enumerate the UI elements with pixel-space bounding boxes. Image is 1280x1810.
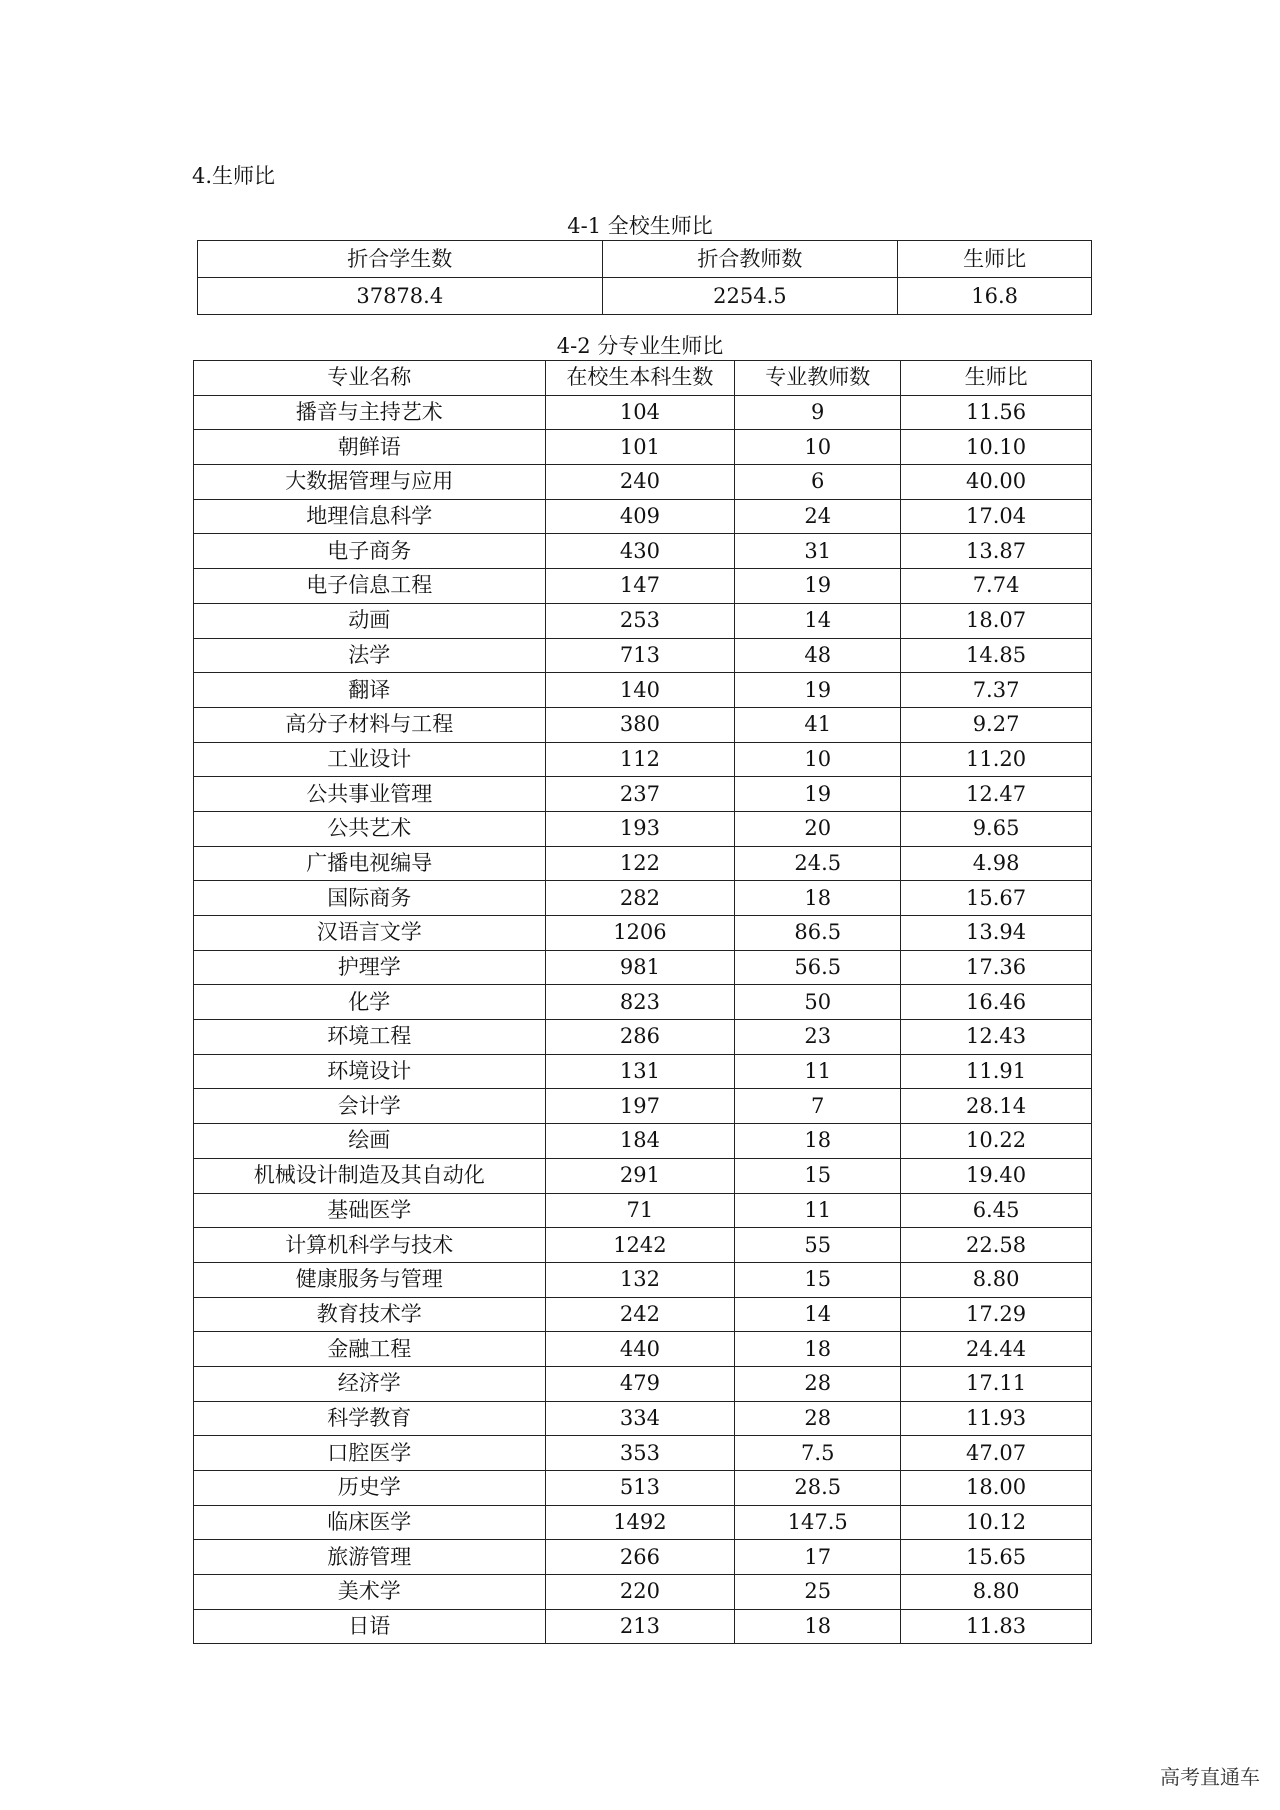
ratio-cell: 17.11 <box>901 1366 1092 1401</box>
ratio-cell: 10.12 <box>901 1505 1092 1540</box>
major-name-cell: 金融工程 <box>194 1332 546 1367</box>
major-name-cell: 环境工程 <box>194 1020 546 1055</box>
teacher-count-cell: 6 <box>735 465 901 500</box>
ratio-cell: 17.04 <box>901 499 1092 534</box>
header-teacher-count: 折合教师数 <box>602 241 898 278</box>
enrolled-count-cell: 291 <box>545 1158 735 1193</box>
enrolled-count-cell: 334 <box>545 1401 735 1436</box>
enrolled-count-cell: 282 <box>545 881 735 916</box>
teacher-count-cell: 24.5 <box>735 846 901 881</box>
enrolled-count-cell: 513 <box>545 1471 735 1506</box>
enrolled-count-cell: 193 <box>545 811 735 846</box>
teacher-count-cell: 28 <box>735 1366 901 1401</box>
enrolled-count-cell: 430 <box>545 534 735 569</box>
table-row <box>194 499 1092 534</box>
enrolled-count-cell: 253 <box>545 603 735 638</box>
table2-body <box>194 395 1092 1644</box>
major-name-cell: 环境设计 <box>194 1054 546 1089</box>
table-row <box>194 395 1092 430</box>
major-name-cell: 地理信息科学 <box>194 499 546 534</box>
teacher-count-cell: 86.5 <box>735 916 901 951</box>
enrolled-count-cell: 1206 <box>545 916 735 951</box>
major-name-cell: 大数据管理与应用 <box>194 465 546 500</box>
header-major-name: 专业名称 <box>194 361 546 396</box>
major-ratio-table <box>193 360 1092 1644</box>
major-name-cell: 基础医学 <box>194 1193 546 1228</box>
table-row <box>194 777 1092 812</box>
ratio-cell: 15.67 <box>901 881 1092 916</box>
table-row <box>194 1124 1092 1159</box>
teacher-count-cell: 24 <box>735 499 901 534</box>
ratio-cell: 17.36 <box>901 950 1092 985</box>
teacher-count-cell: 48 <box>735 638 901 673</box>
table-row <box>194 742 1092 777</box>
ratio-cell: 24.44 <box>901 1332 1092 1367</box>
major-name-cell: 播音与主持艺术 <box>194 395 546 430</box>
enrolled-count-cell: 981 <box>545 950 735 985</box>
teacher-count-cell: 7 <box>735 1089 901 1124</box>
enrolled-count-cell: 242 <box>545 1297 735 1332</box>
major-name-cell: 公共艺术 <box>194 811 546 846</box>
enrolled-count-cell: 713 <box>545 638 735 673</box>
table-row <box>194 1401 1092 1436</box>
teacher-count-cell: 17 <box>735 1540 901 1575</box>
ratio-cell: 13.94 <box>901 916 1092 951</box>
enrolled-count-cell: 1492 <box>545 1505 735 1540</box>
teacher-count-cell: 15 <box>735 1262 901 1297</box>
ratio-cell: 9.65 <box>901 811 1092 846</box>
teacher-count-cell: 50 <box>735 985 901 1020</box>
teacher-count-cell: 10 <box>735 742 901 777</box>
enrolled-count-cell: 140 <box>545 673 735 708</box>
enrolled-count-cell: 184 <box>545 1124 735 1159</box>
header-enrolled-undergrads: 在校生本科生数 <box>545 361 735 396</box>
header-student-count: 折合学生数 <box>198 241 603 278</box>
teacher-count-cell: 20 <box>735 811 901 846</box>
major-name-cell: 朝鲜语 <box>194 430 546 465</box>
enrolled-count-cell: 71 <box>545 1193 735 1228</box>
table-row <box>194 950 1092 985</box>
teacher-count-cell: 18 <box>735 1332 901 1367</box>
table1-header-row <box>198 241 1092 278</box>
table-row <box>194 1436 1092 1471</box>
ratio-cell: 7.74 <box>901 569 1092 604</box>
major-name-cell: 旅游管理 <box>194 1540 546 1575</box>
table-row <box>194 534 1092 569</box>
ratio-cell: 40.00 <box>901 465 1092 500</box>
teacher-count-cell: 15 <box>735 1158 901 1193</box>
table-row <box>194 707 1092 742</box>
enrolled-count-cell: 266 <box>545 1540 735 1575</box>
ratio-cell: 17.29 <box>901 1297 1092 1332</box>
enrolled-count-cell: 1242 <box>545 1228 735 1263</box>
table-row <box>194 916 1092 951</box>
major-name-cell: 计算机科学与技术 <box>194 1228 546 1263</box>
ratio-cell: 11.93 <box>901 1401 1092 1436</box>
major-name-cell: 机械设计制造及其自动化 <box>194 1158 546 1193</box>
ratio-cell: 10.10 <box>901 430 1092 465</box>
teacher-count-cell: 7.5 <box>735 1436 901 1471</box>
ratio-cell: 11.91 <box>901 1054 1092 1089</box>
enrolled-count-cell: 440 <box>545 1332 735 1367</box>
teacher-count-cell: 18 <box>735 881 901 916</box>
major-name-cell: 公共事业管理 <box>194 777 546 812</box>
table-row <box>194 673 1092 708</box>
table-row <box>194 430 1092 465</box>
enrolled-count-cell: 823 <box>545 985 735 1020</box>
ratio-cell: 16.46 <box>901 985 1092 1020</box>
student-count-value: 37878.4 <box>198 278 603 315</box>
enrolled-count-cell: 101 <box>545 430 735 465</box>
enrolled-count-cell: 112 <box>545 742 735 777</box>
watermark-text: 高考直通车 <box>1160 1765 1260 1789</box>
table-row <box>194 811 1092 846</box>
major-name-cell: 科学教育 <box>194 1401 546 1436</box>
enrolled-count-cell: 220 <box>545 1575 735 1610</box>
table-row <box>194 1332 1092 1367</box>
teacher-count-cell: 19 <box>735 673 901 708</box>
teacher-count-cell: 28 <box>735 1401 901 1436</box>
major-name-cell: 美术学 <box>194 1575 546 1610</box>
table-row <box>194 1540 1092 1575</box>
ratio-cell: 7.37 <box>901 673 1092 708</box>
ratio-cell: 13.87 <box>901 534 1092 569</box>
ratio-cell: 18.07 <box>901 603 1092 638</box>
table-row <box>194 1158 1092 1193</box>
ratio-cell: 19.40 <box>901 1158 1092 1193</box>
teacher-count-cell: 11 <box>735 1054 901 1089</box>
ratio-cell: 11.56 <box>901 395 1092 430</box>
major-name-cell: 高分子材料与工程 <box>194 707 546 742</box>
table-row <box>194 638 1092 673</box>
ratio-cell: 4.98 <box>901 846 1092 881</box>
table-row <box>194 1262 1092 1297</box>
table2-caption: 4-2 分专业生师比 <box>556 334 724 358</box>
enrolled-count-cell: 409 <box>545 499 735 534</box>
section-title: 4.生师比 <box>192 164 276 188</box>
major-name-cell: 历史学 <box>194 1471 546 1506</box>
school-ratio-table <box>197 240 1092 315</box>
major-name-cell: 翻译 <box>194 673 546 708</box>
ratio-cell: 8.80 <box>901 1575 1092 1610</box>
table-row <box>194 881 1092 916</box>
ratio-cell: 6.45 <box>901 1193 1092 1228</box>
table2-header-row <box>194 361 1092 396</box>
table-row <box>194 465 1092 500</box>
major-name-cell: 日语 <box>194 1609 546 1644</box>
teacher-count-cell: 9 <box>735 395 901 430</box>
major-name-cell: 健康服务与管理 <box>194 1262 546 1297</box>
enrolled-count-cell: 213 <box>545 1609 735 1644</box>
teacher-count-cell: 55 <box>735 1228 901 1263</box>
major-name-cell: 会计学 <box>194 1089 546 1124</box>
ratio-cell: 12.43 <box>901 1020 1092 1055</box>
enrolled-count-cell: 132 <box>545 1262 735 1297</box>
teacher-count-cell: 19 <box>735 777 901 812</box>
major-name-cell: 法学 <box>194 638 546 673</box>
table-row <box>194 985 1092 1020</box>
table-row <box>194 1020 1092 1055</box>
major-name-cell: 电子商务 <box>194 534 546 569</box>
table-row <box>194 1505 1092 1540</box>
enrolled-count-cell: 240 <box>545 465 735 500</box>
ratio-cell: 18.00 <box>901 1471 1092 1506</box>
major-name-cell: 电子信息工程 <box>194 569 546 604</box>
table-row <box>194 569 1092 604</box>
enrolled-count-cell: 237 <box>545 777 735 812</box>
teacher-count-cell: 14 <box>735 1297 901 1332</box>
major-name-cell: 汉语言文学 <box>194 916 546 951</box>
teacher-count-cell: 23 <box>735 1020 901 1055</box>
teacher-count-cell: 147.5 <box>735 1505 901 1540</box>
table-row <box>194 1297 1092 1332</box>
enrolled-count-cell: 131 <box>545 1054 735 1089</box>
teacher-count-cell: 28.5 <box>735 1471 901 1506</box>
teacher-count-cell: 18 <box>735 1609 901 1644</box>
enrolled-count-cell: 104 <box>545 395 735 430</box>
major-name-cell: 绘画 <box>194 1124 546 1159</box>
teacher-count-cell: 19 <box>735 569 901 604</box>
major-name-cell: 动画 <box>194 603 546 638</box>
ratio-value: 16.8 <box>898 278 1092 315</box>
table-row <box>194 603 1092 638</box>
header-major-ratio: 生师比 <box>901 361 1092 396</box>
table-row <box>194 846 1092 881</box>
enrolled-count-cell: 380 <box>545 707 735 742</box>
ratio-cell: 22.58 <box>901 1228 1092 1263</box>
ratio-cell: 11.20 <box>901 742 1092 777</box>
major-name-cell: 广播电视编导 <box>194 846 546 881</box>
major-name-cell: 教育技术学 <box>194 1297 546 1332</box>
ratio-cell: 11.83 <box>901 1609 1092 1644</box>
ratio-cell: 47.07 <box>901 1436 1092 1471</box>
teacher-count-cell: 18 <box>735 1124 901 1159</box>
teacher-count-cell: 14 <box>735 603 901 638</box>
ratio-cell: 28.14 <box>901 1089 1092 1124</box>
header-ratio: 生师比 <box>898 241 1092 278</box>
teacher-count-cell: 11 <box>735 1193 901 1228</box>
table1-value-row <box>198 278 1092 315</box>
table-row <box>194 1054 1092 1089</box>
major-name-cell: 临床医学 <box>194 1505 546 1540</box>
teacher-count-value: 2254.5 <box>602 278 898 315</box>
table-row <box>194 1471 1092 1506</box>
ratio-cell: 12.47 <box>901 777 1092 812</box>
ratio-cell: 15.65 <box>901 1540 1092 1575</box>
enrolled-count-cell: 353 <box>545 1436 735 1471</box>
teacher-count-cell: 31 <box>735 534 901 569</box>
enrolled-count-cell: 197 <box>545 1089 735 1124</box>
teacher-count-cell: 41 <box>735 707 901 742</box>
table-row <box>194 1575 1092 1610</box>
teacher-count-cell: 25 <box>735 1575 901 1610</box>
table1-caption: 4-1 全校生师比 <box>567 214 713 238</box>
enrolled-count-cell: 122 <box>545 846 735 881</box>
teacher-count-cell: 10 <box>735 430 901 465</box>
ratio-cell: 8.80 <box>901 1262 1092 1297</box>
teacher-count-cell: 56.5 <box>735 950 901 985</box>
table-row <box>194 1228 1092 1263</box>
enrolled-count-cell: 147 <box>545 569 735 604</box>
major-name-cell: 化学 <box>194 985 546 1020</box>
ratio-cell: 10.22 <box>901 1124 1092 1159</box>
table-row <box>194 1366 1092 1401</box>
table-row <box>194 1609 1092 1644</box>
major-name-cell: 经济学 <box>194 1366 546 1401</box>
major-name-cell: 护理学 <box>194 950 546 985</box>
major-name-cell: 国际商务 <box>194 881 546 916</box>
enrolled-count-cell: 286 <box>545 1020 735 1055</box>
table-row <box>194 1089 1092 1124</box>
header-major-teachers: 专业教师数 <box>735 361 901 396</box>
major-name-cell: 口腔医学 <box>194 1436 546 1471</box>
table-row <box>194 1193 1092 1228</box>
ratio-cell: 9.27 <box>901 707 1092 742</box>
enrolled-count-cell: 479 <box>545 1366 735 1401</box>
ratio-cell: 14.85 <box>901 638 1092 673</box>
major-name-cell: 工业设计 <box>194 742 546 777</box>
